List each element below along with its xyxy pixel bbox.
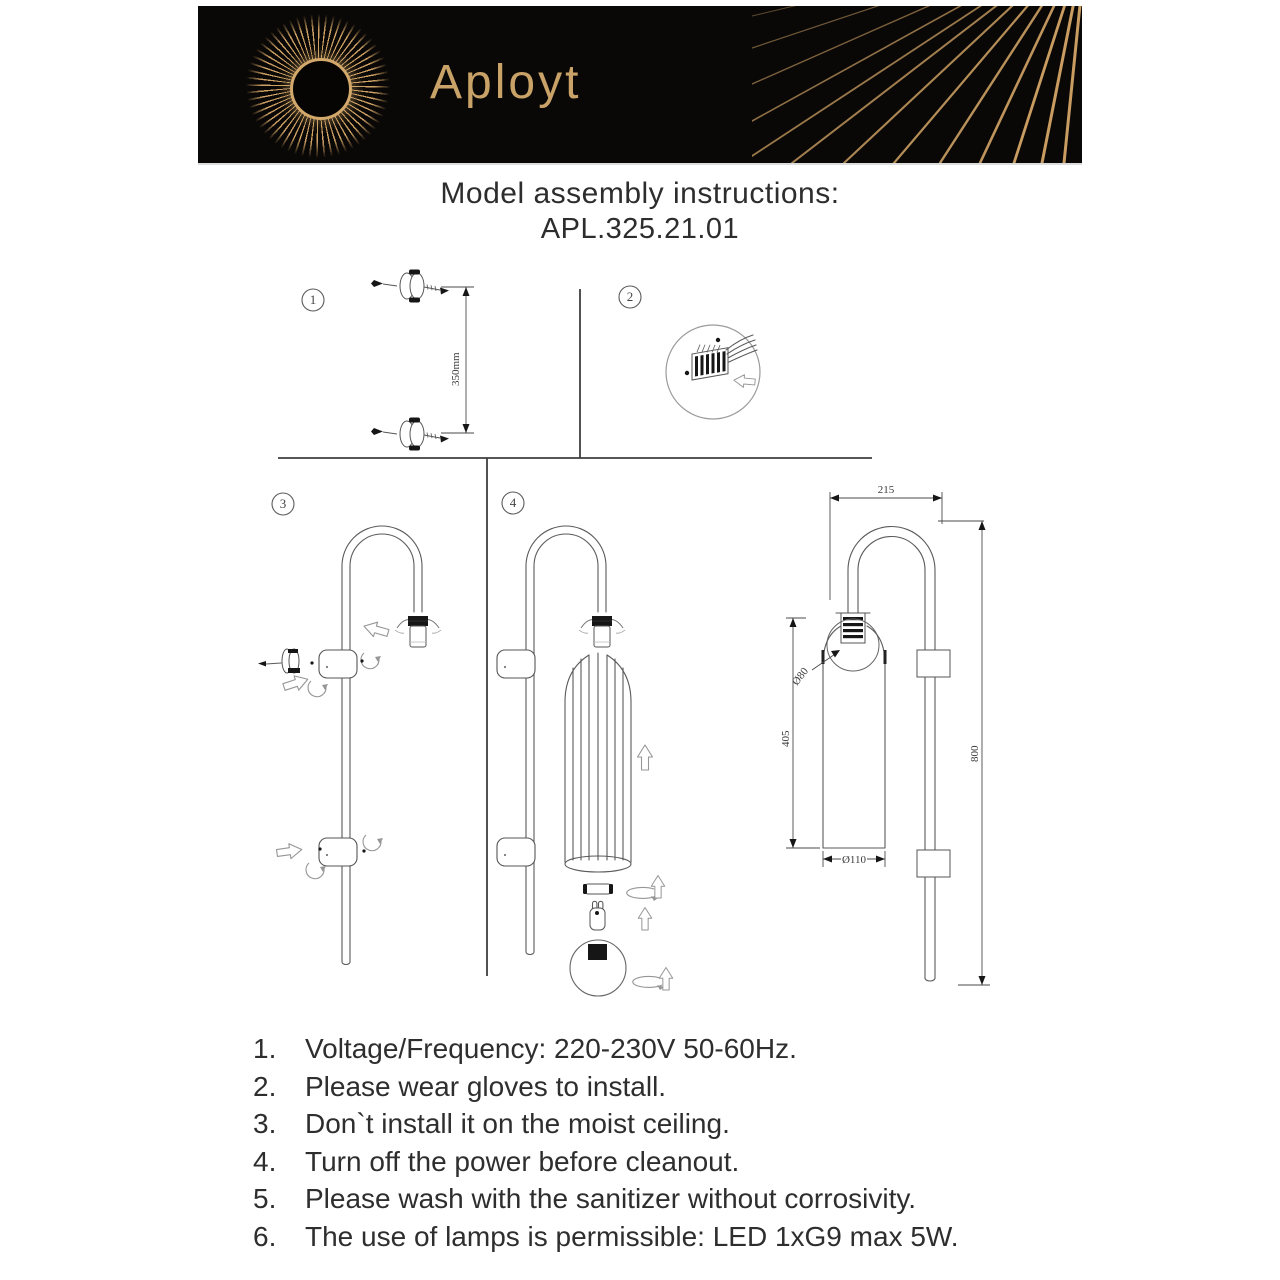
rotate-arrow [363,835,383,851]
slide-arrow [362,619,390,640]
ray-fan-decoration [752,6,1082,163]
page-title: Model assembly instructions: [440,177,840,210]
step4-number: 4 [509,495,517,510]
pole-collar-upper [917,650,950,677]
step1-number: 1 [309,292,317,307]
item-number: 4. [253,1145,277,1177]
dimension-800 [938,521,990,985]
wall-bracket-detail [258,649,314,673]
item-text: The use of lamps is permissible: LED 1xG9 max 5W. [305,1220,959,1252]
g9-bulb [590,901,605,930]
instruction-list [253,1030,1073,1255]
up-arrow [638,745,653,770]
step3-number: 3 [279,496,287,511]
shade-height-label: 405 [780,730,792,747]
bulb-diameter-label: Ø80 [789,665,812,688]
step2-drawing [619,286,760,419]
wall-anchor-top [371,270,449,303]
dimension-d80 [790,650,840,688]
item-text: Please wash with the sanitizer without corrosivity. [305,1183,917,1214]
instruction-item [253,1180,1073,1218]
up-arrow [651,876,665,899]
push-arrow [733,374,755,389]
lamp-socket [395,616,441,647]
title-block [0,176,1280,247]
item-text: Please wear gloves to install. [305,1070,667,1102]
step2-number: 2 [626,289,634,304]
arched-arm-inner [350,534,414,612]
shade-outline [823,626,885,848]
step4-drawing [497,492,673,996]
step1-drawing [302,270,474,451]
brand-banner [198,6,1082,165]
dimension-350mm [441,287,474,433]
item-text: Voltage/Frequency: 220-230V 50-60Hz. [305,1033,797,1064]
pole-collar-lower [917,850,950,877]
dimension-405 [780,618,820,848]
wall-anchor-bottom [371,418,449,451]
lower-collar [319,838,357,866]
instruction-item [253,1105,1073,1143]
model-code: APL.325.21.01 [540,213,740,245]
diffuser-sphere [570,940,626,996]
item-number: 6. [253,1220,277,1252]
item-text: Turn off the power before cleanout. [305,1145,740,1177]
dimension-d110 [823,851,885,867]
instruction-item [253,1068,1073,1106]
item-number: 3. [253,1108,277,1139]
item-text: Don`t install it on the moist ceiling. [305,1108,730,1139]
instruction-item [253,1030,1073,1068]
lamp-socket [579,616,625,647]
item-number: 1. [253,1033,277,1064]
socket-section [836,613,870,643]
brand-name: Aployt [430,56,582,109]
upper-collar [319,650,357,678]
arm-width-label: 215 [877,484,895,496]
rotate-arrow [361,653,381,669]
retainer-ring [583,884,613,894]
sunburst-core [290,58,352,120]
lower-collar [497,838,535,866]
terminal-block [692,340,728,380]
rotate-arrow [308,681,328,697]
instruction-item [253,1218,1073,1256]
step3-drawing [258,493,441,965]
dimension-drawing [780,484,990,985]
slide-arrow [276,842,303,860]
item-number: 5. [253,1183,277,1214]
bracket-spacing-label: 350mm [450,352,462,386]
fixture-height-label: 800 [969,745,981,762]
arched-arm-outer [342,526,422,612]
instruction-item [253,1143,1073,1181]
fluted-shade [565,653,631,872]
up-arrow [638,908,652,931]
shade-diameter-label: Ø110 [841,854,867,866]
upper-collar [497,650,535,678]
item-number: 2. [253,1070,277,1102]
assembly-diagram [250,260,1030,1020]
slide-arrow [282,672,310,694]
